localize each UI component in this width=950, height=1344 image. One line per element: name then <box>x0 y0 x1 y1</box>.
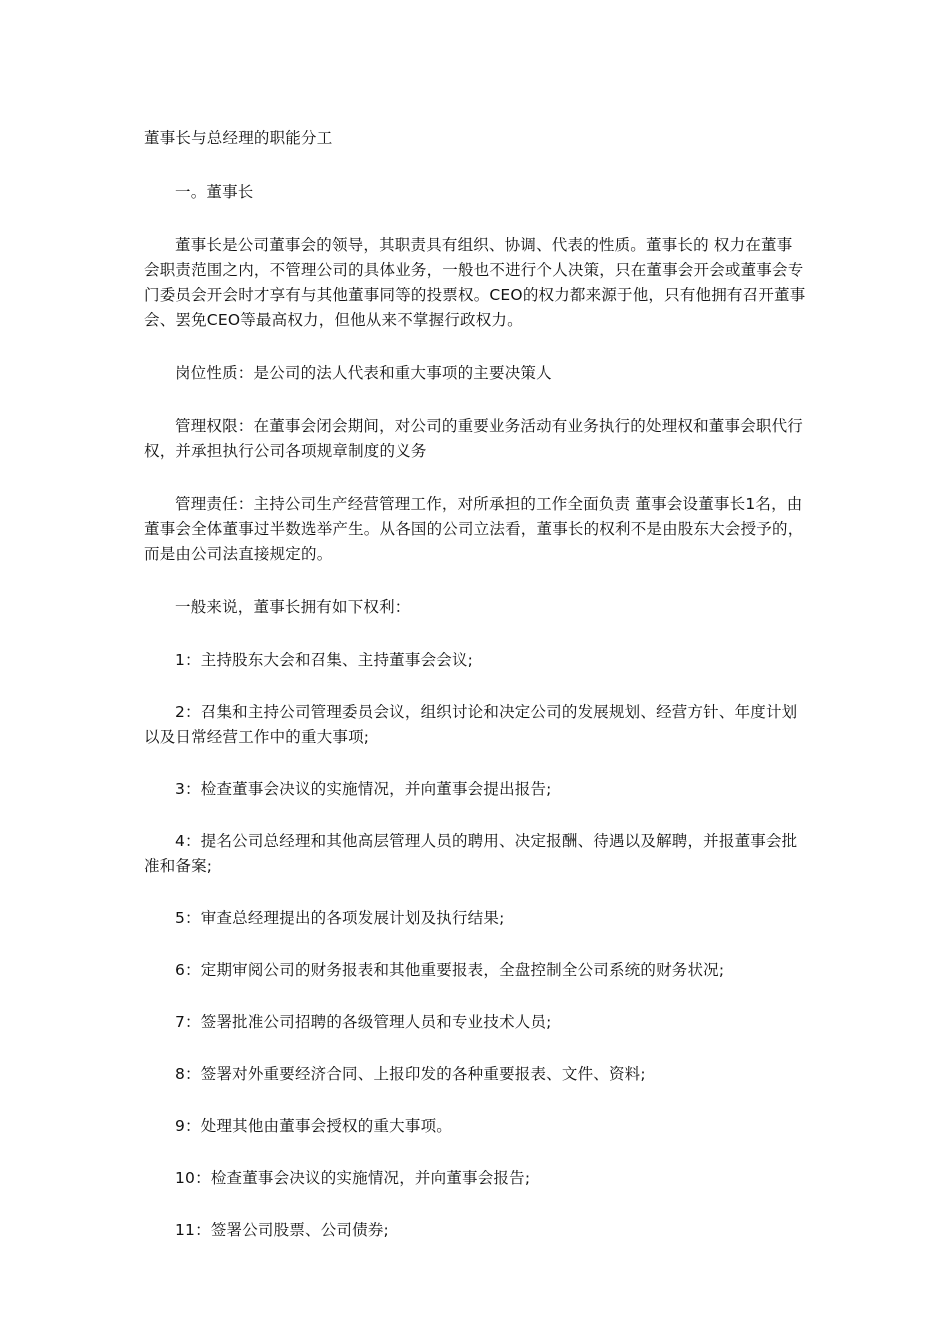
rights-list-item: 1：主持股东大会和召集、主持董事会会议; <box>175 651 474 669</box>
rights-intro-paragraph: 一般来说，董事长拥有如下权利： <box>175 598 411 616</box>
document-body <box>144 126 806 1270</box>
section-heading: 一。董事长 <box>175 183 254 201</box>
rights-list-item: 6：定期审阅公司的财务报表和其他重要报表，全盘控制全公司系统的财务状况; <box>175 961 725 979</box>
rights-list-item: 4：提名公司总经理和其他高层管理人员的聘用、决定报酬、待遇以及解聘，并报董事会批准和备案; <box>144 832 798 875</box>
management-authority-paragraph: 管理权限：在董事会闭会期间，对公司的重要业务活动有业务执行的处理权和董事会职代行权，并承担执行公司各项规章制度的义务 <box>144 417 804 460</box>
rights-list-item: 11：签署公司股票、公司债券; <box>175 1221 389 1239</box>
rights-list-item: 8：签署对外重要经济合同、上报印发的各种重要报表、文件、资料; <box>175 1065 646 1083</box>
document-title: 董事长与总经理的职能分工 <box>144 129 333 147</box>
rights-list <box>144 648 806 1243</box>
intro-paragraph: 董事长是公司董事会的领导，其职责具有组织、协调、代表的性质。董事长的 权力在董事会职责范围之内，不管理公司的具体业务，一般也不进行个人决策，只在董事会开会或董事会专门委员会开会时才享有与其他董事同等的投票权。CEO的权力都来源于他，只有他拥有召开董事会、罢免CEO等最高权力，但他从来不掌握行政权力。 <box>144 236 806 329</box>
rights-list-item: 10：检查董事会决议的实施情况，并向董事会报告; <box>175 1169 531 1187</box>
rights-list-item: 3：检查董事会决议的实施情况，并向董事会提出报告; <box>175 780 552 798</box>
position-nature-paragraph: 岗位性质：是公司的法人代表和重大事项的主要决策人 <box>175 364 552 382</box>
rights-list-item: 7：签署批准公司招聘的各级管理人员和专业技术人员; <box>175 1013 552 1031</box>
rights-list-item: 9：处理其他由董事会授权的重大事项。 <box>175 1117 452 1135</box>
management-responsibility-paragraph: 管理责任：主持公司生产经营管理工作，对所承担的工作全面负责 董事会设董事长1名，由董事会全体董事过半数选举产生。从各国的公司立法看，董事长的权利不是由股东大会授予的，而是由公司法直接规定的。 <box>144 495 804 563</box>
rights-list-item: 5：审查总经理提出的各项发展计划及执行结果; <box>175 909 505 927</box>
rights-list-item: 2：召集和主持公司管理委员会议，组织讨论和决定公司的发展规划、经营方针、年度计划以及日常经营工作中的重大事项; <box>144 703 798 746</box>
